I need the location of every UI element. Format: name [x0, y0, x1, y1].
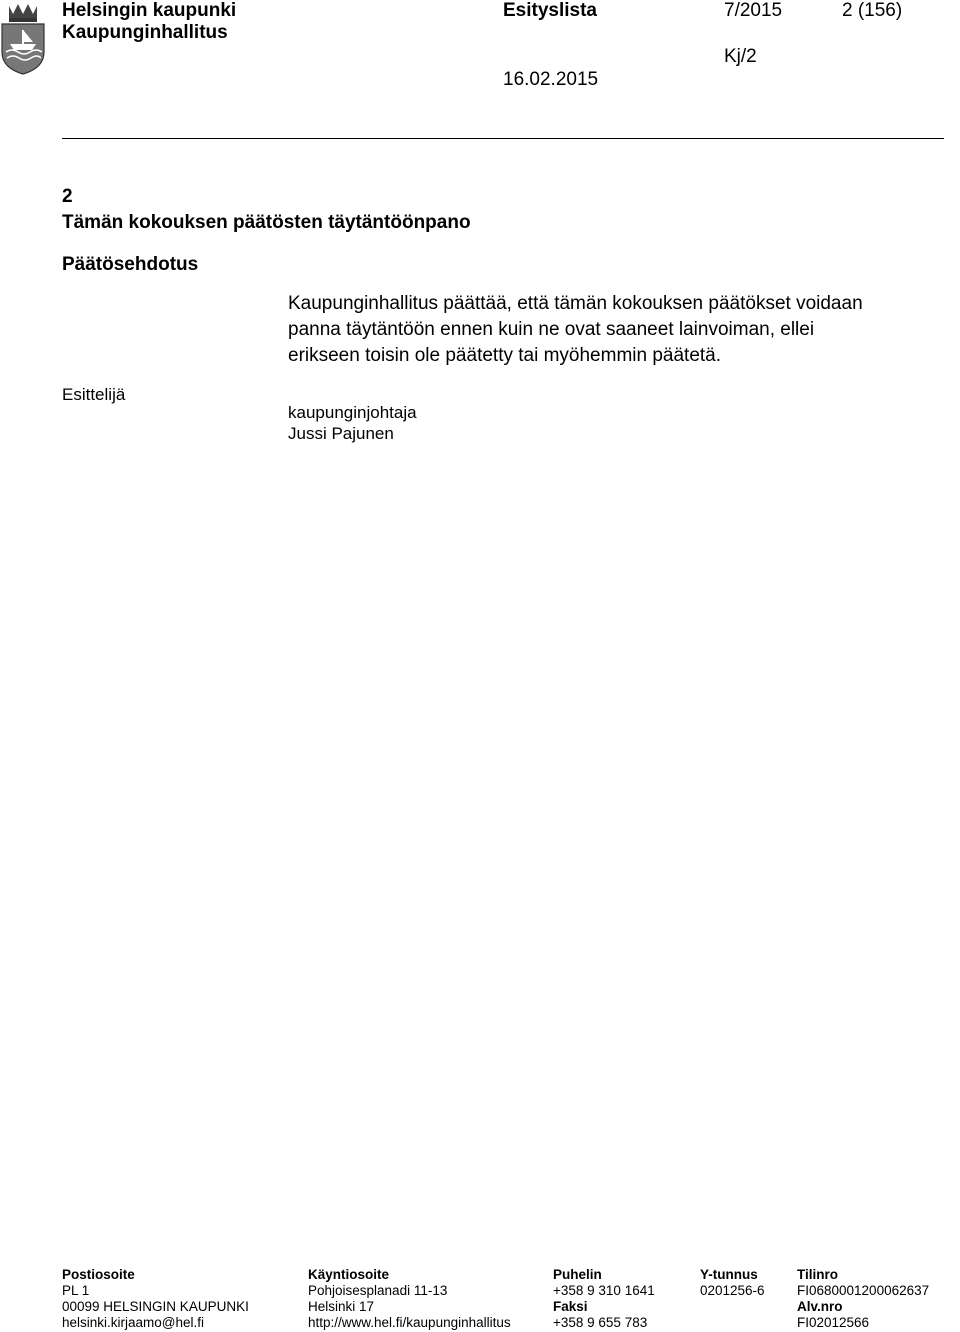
helsinki-coat-of-arms-icon [0, 0, 46, 76]
footer-email: helsinki.kirjaamo@hel.fi [62, 1315, 205, 1330]
presenter-name: Jussi Pajunen [288, 424, 394, 443]
footer-alv-value: FI02012566 [797, 1315, 870, 1330]
proposal-line: Kaupunginhallitus päättää, että tämän kokouksen päätökset voidaan [288, 293, 863, 314]
footer-postal-line: PL 1 [62, 1283, 90, 1298]
footer-postal-label: Postiosoite [62, 1267, 135, 1282]
meeting-number: 7/2015 [724, 0, 783, 21]
proposal-heading: Päätösehdotus [62, 254, 199, 275]
footer-ytunnus-value: 0201256-6 [700, 1283, 765, 1298]
footer-visit [308, 1267, 511, 1331]
footer-tilinro-label: Tilinro [797, 1267, 839, 1282]
proposal-line: erikseen toisin ole päätetty tai myöhemmin päätetä. [288, 345, 722, 366]
footer-website: http://www.hel.fi/kaupunginhallitus [308, 1315, 511, 1330]
section-code: Kj/2 [724, 46, 757, 67]
footer-postal [62, 1267, 249, 1331]
footer-phone-value: +358 9 310 1641 [553, 1283, 655, 1298]
item-title: Tämän kokouksen päätösten täytäntöönpano [62, 212, 471, 233]
document-type: Esityslista [503, 0, 597, 21]
footer-ytunnus-label: Y-tunnus [700, 1267, 758, 1282]
footer-tilinro-value: FI0680001200062637 [797, 1283, 930, 1298]
proposal-line: panna täytäntöön ennen kuin ne ovat saaneet lainvoiman, ellei [288, 319, 815, 340]
presenter-title: kaupunginjohtaja [288, 403, 417, 422]
header-divider [62, 138, 944, 139]
city-name: Helsingin kaupunki [62, 0, 237, 21]
footer-visit-line: Pohjoisesplanadi 11-13 [308, 1283, 448, 1298]
footer-ytunnus [700, 1267, 765, 1299]
item-number: 2 [62, 186, 73, 207]
page-number: 2 (156) [842, 0, 903, 21]
organ-name: Kaupunginhallitus [62, 22, 228, 43]
proposal-paragraph [288, 291, 863, 369]
footer-fax-value: +358 9 655 783 [553, 1315, 648, 1330]
footer-fax-label: Faksi [553, 1299, 588, 1314]
meeting-date: 16.02.2015 [503, 69, 599, 90]
footer-visit-line: Helsinki 17 [308, 1299, 375, 1314]
footer-postal-line: 00099 HELSINGIN KAUPUNKI [62, 1299, 249, 1314]
footer-phone-label: Puhelin [553, 1267, 602, 1282]
footer-phone [553, 1267, 655, 1331]
footer-account [797, 1267, 929, 1331]
footer-visit-label: Käyntiosoite [308, 1267, 390, 1282]
footer-alv-label: Alv.nro [797, 1299, 843, 1314]
presenter-label: Esittelijä [62, 385, 126, 404]
